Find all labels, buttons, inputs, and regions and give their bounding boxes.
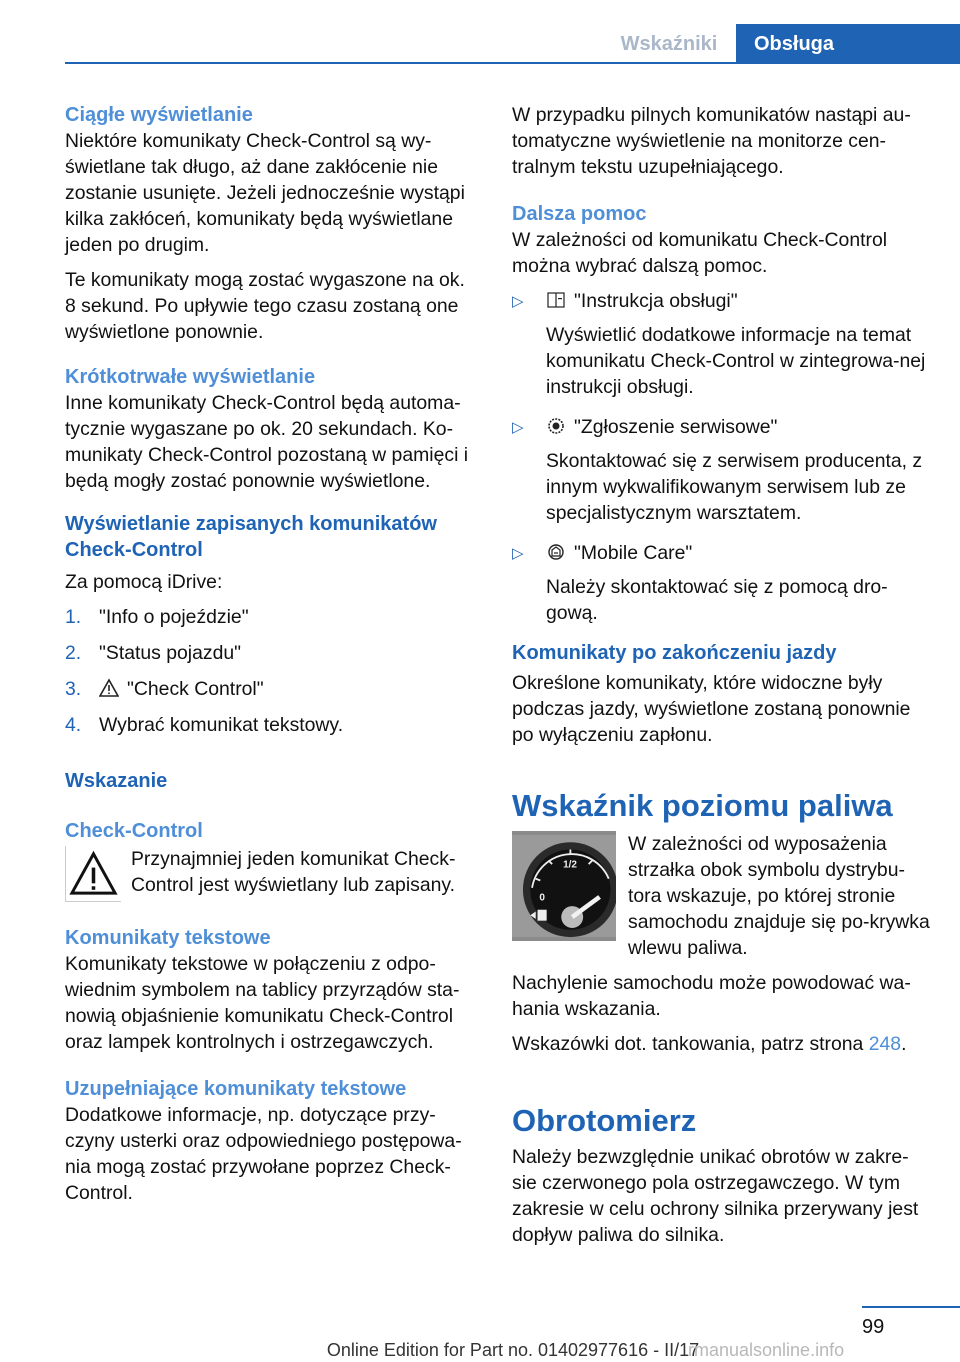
tab-wskazniki[interactable]: Wskaźniki	[620, 32, 718, 55]
paragraph: Komunikaty tekstowe w połączeniu z odpo-wiednim symbolem na tablicy przyrządów sta-nowią objaśnienie komunikatu Check-Control oraz lampek kontrolnych i ostrzegawczych.	[65, 953, 460, 1053]
step-number: 1.	[65, 606, 82, 628]
section-title-continuous: Ciągłe wyświetlanie	[65, 104, 253, 126]
section-title-fuel-gauge: Wskaźnik poziomu paliwa	[512, 788, 893, 823]
section-title-further-help: Dalsza pomoc	[512, 203, 647, 225]
edition-footer: Online Edition for Part no. 01402977616 - II/17	[326, 1340, 700, 1360]
check-control-box	[65, 846, 477, 907]
list-item	[65, 604, 477, 630]
watermark: rmanualsonline.info	[688, 1340, 845, 1360]
paragraph: W zależności od wyposażenia strzałka obok symbolu dystrybu-tora wskazuje, po której stronie samochodu znajduje się po-krywka wlewu paliwa.	[628, 833, 930, 959]
paragraph: Przynajmniej jeden komunikat Check-Control jest wyświetlany lub zapisany.	[131, 848, 456, 896]
paragraph: W przypadku pilnych komunikatów nastąpi au-tomatyczne wyświetlenie na monitorze cen-tralnym tekstu uzupełniającego.	[512, 104, 911, 178]
list-item	[65, 676, 477, 702]
list-item	[65, 640, 477, 666]
step-number: 2.	[65, 642, 82, 664]
step-number: 4.	[65, 714, 82, 736]
list-item	[512, 540, 932, 626]
paragraph: Niektóre komunikaty Check-Control są wy-świetlane tak długo, aż dane zakłócenie nie zostanie usunięte. Jeżeli jednocześnie wystąpi kilka zakłóceń, komunikaty będą wyświetlane jeden po drugim.	[65, 130, 465, 256]
fuel-gauge-image	[512, 831, 616, 941]
step-text: "Info o pojeździe"	[99, 606, 249, 628]
gauge-half-label: 1/2	[563, 859, 578, 871]
paragraph: Należy bezwzględnie unikać obrotów w zakre-sie czerwonego pola ostrzegawczego. W tym zakresie w celu ochrony silnika przerywany jest dopływ paliwa do silnika.	[512, 1146, 919, 1246]
right-column	[512, 102, 932, 1257]
step-text: "Status pojazdu"	[99, 642, 242, 664]
gauge-zero-label: 0	[539, 892, 545, 904]
section-title-after-driving: Komunikaty po zakończeniu jazdy	[512, 642, 837, 664]
footer-rule	[862, 1306, 960, 1308]
option-description: Należy skontaktować się z pomocą dro-gową.	[546, 576, 888, 624]
book-icon	[546, 290, 566, 310]
section-title-indication: Wskazanie	[65, 770, 168, 792]
fuel-gauge-block	[512, 831, 932, 970]
paragraph: Inne komunikaty Check-Control będą automa-tycznie wygaszane po ok. 20 sekundach. Ko-munikaty Check-Control pozostaną w pamięci i będą mogły zostać ponownie wyświetlone.	[65, 392, 469, 492]
warning-triangle-icon	[99, 678, 119, 698]
paragraph-with-link	[512, 1031, 932, 1057]
section-title-supplementary: Uzupełniające komunikaty tekstowe	[65, 1078, 407, 1100]
steps-list	[65, 604, 477, 738]
section-title-text-messages: Komunikaty tekstowe	[65, 927, 271, 949]
page-number: 99	[862, 1316, 885, 1338]
step-text: Wybrać komunikat tekstowy.	[99, 714, 344, 736]
left-column	[65, 102, 477, 1215]
paragraph: W zależności od komunikatu Check-Control można wybrać dalszą pomoc.	[512, 229, 888, 277]
section-title-tachometer: Obrotomierz	[512, 1103, 697, 1138]
help-options-list	[512, 288, 932, 626]
section-title-short: Krótkotrwałe wyświetlanie	[65, 366, 316, 388]
list-item	[512, 414, 932, 526]
text: .	[901, 1033, 907, 1055]
option-label: "Mobile Care"	[574, 542, 693, 564]
step-text-with-icon	[99, 676, 264, 702]
option-label: "Instrukcja obsługi"	[574, 290, 738, 312]
option-description: Wyświetlić dodatkowe informacje na temat komunikatu Check-Control w zintegrowa-nej instrukcji obsługi.	[546, 324, 926, 398]
bullet-triangle: ▷	[512, 419, 524, 436]
bullet-triangle: ▷	[512, 293, 524, 310]
paragraph: Za pomocą iDrive:	[65, 571, 223, 593]
paragraph: Te komunikaty mogą zostać wygaszone na ok. 8 sekund. Po upływie tego czasu zostaną one wyświetlone ponownie.	[65, 269, 465, 343]
section-title-stored: Wyświetlanie zapisanych komunikatów Check-Control	[65, 513, 437, 561]
section-title-check-control: Check-Control	[65, 820, 203, 842]
tab-obsluga[interactable]: Obsługa	[736, 24, 960, 64]
option-label: "Zgłoszenie serwisowe"	[574, 416, 778, 438]
check-control-warning-icon	[65, 846, 121, 902]
list-item	[65, 712, 477, 738]
paragraph: Dodatkowe informacje, np. dotyczące przy-czyny usterki oraz odpowiedniego postępowa-nia mogą zostać przywołane poprzez Check-Control.	[65, 1104, 462, 1204]
text: Wskazówki dot. tankowania, patrz strona	[512, 1033, 869, 1055]
list-item	[512, 288, 932, 400]
option-description: Skontaktować się z serwisem producenta, z innym wykwalifikowanym serwisem lub ze specjalistycznym warsztatem.	[546, 450, 923, 524]
service-icon	[546, 416, 566, 436]
page-reference-link[interactable]: 248	[868, 1033, 902, 1055]
paragraph: Określone komunikaty, które widoczne były podczas jazdy, wyświetlone zostaną ponownie po wyłączeniu zapłonu.	[512, 672, 911, 746]
step-text: "Check Control"	[127, 678, 264, 700]
step-number: 3.	[65, 678, 82, 700]
bullet-triangle: ▷	[512, 545, 524, 562]
header-rule	[65, 62, 960, 64]
paragraph: Nachylenie samochodu może powodować wa-hania wskazania.	[512, 972, 911, 1020]
mobile-care-icon	[546, 542, 566, 562]
